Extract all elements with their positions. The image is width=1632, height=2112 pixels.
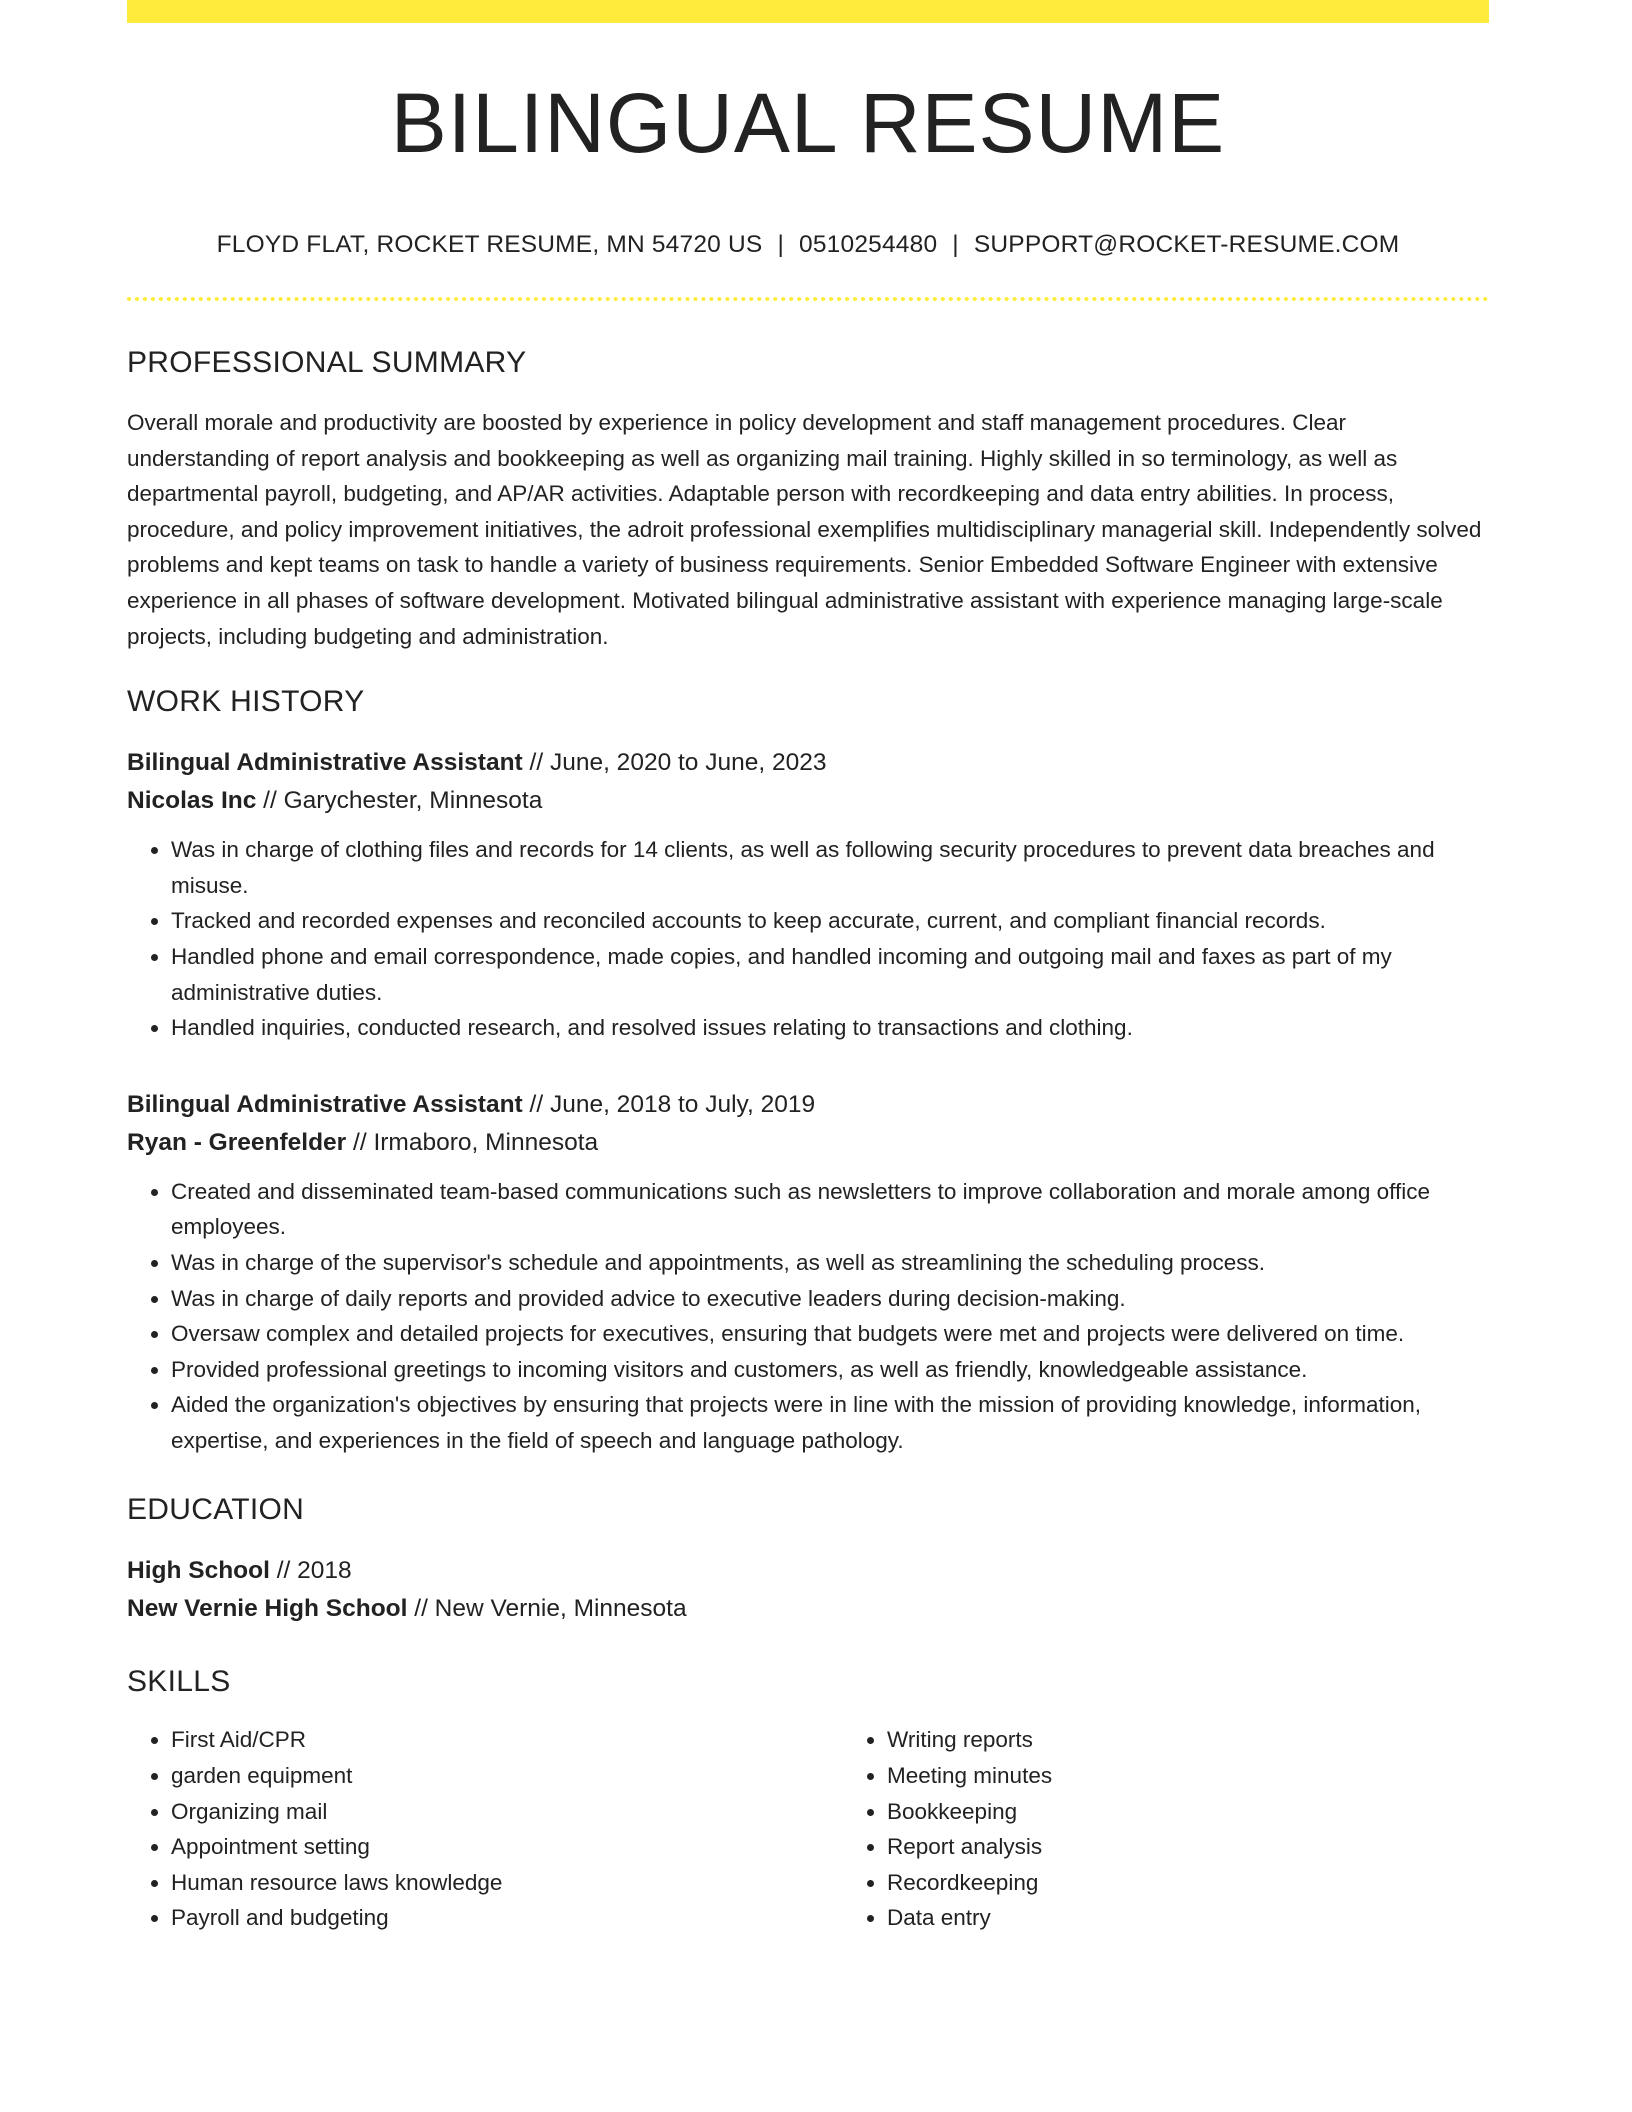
skill-item: • Human resource laws knowledge (171, 1865, 843, 1901)
job-dates: // June, 2020 to June, 2023 (522, 749, 827, 777)
job-company-line (127, 1124, 1489, 1162)
work-history-section (127, 684, 1489, 1458)
dotted-divider (127, 297, 1489, 301)
skill-item: • Recordkeeping (887, 1865, 1559, 1901)
skill-item: • Writing reports (887, 1722, 1559, 1758)
job-bullet: • Was in charge of daily reports and provided advice to executive leaders during decision-making. (171, 1281, 1489, 1317)
job-bullet: • Aided the organization's objectives by ensuring that projects were in line with the mission of providing knowledge, information, expertise, and experiences in the field of speech and language pathology. (171, 1387, 1489, 1458)
job-bullet: • Tracked and recorded expenses and reconciled accounts to keep accurate, current, and compliant financial records. (171, 903, 1489, 939)
skill-item: • Payroll and budgeting (171, 1900, 843, 1936)
summary-text: Overall morale and productivity are boosted by experience in policy development and staff management procedures. Clear understanding of report analysis and bookkeeping as well as organizing mail training. Highly skilled in so terminology, as well as departmental payroll, budgeting, and AP/AR activities. Adaptable person with recordkeeping and data entry abilities. In process, procedure, and policy improvement initiatives, the adroit professional exemplifies multidisciplinary managerial skill. Independently solved problems and kept teams on task to handle a variety of business requirements. Senior Embedded Software Engineer with extensive experience in all phases of software development. Motivated bilingual administrative assistant with experience managing large-scale projects, including budgeting and administration. (127, 410, 1482, 649)
skills-right-list (843, 1722, 1559, 1936)
summary-heading: PROFESSIONAL SUMMARY (127, 346, 527, 379)
job-company: Ryan - Greenfelder (127, 1128, 347, 1156)
contact-address: FLOYD FLAT, ROCKET RESUME, MN 54720 US (216, 231, 763, 258)
education-location: // New Vernie, Minnesota (407, 1595, 687, 1623)
job-bullet: • Was in charge of the supervisor's schedule and appointments, as well as streamlining the scheduling process. (171, 1245, 1489, 1281)
skill-item: • First Aid/CPR (171, 1722, 843, 1758)
education-section (127, 1492, 1489, 1628)
accent-top-bar (127, 0, 1489, 23)
job-dates: // June, 2018 to July, 2019 (522, 1090, 816, 1118)
work-history-heading: WORK HISTORY (127, 685, 365, 719)
resume-title: BILINGUAL RESUME (390, 76, 1226, 170)
education-degree-line (127, 1552, 1489, 1590)
job-title: Bilingual Administrative Assistant (127, 1090, 523, 1118)
skill-item: • Appointment setting (171, 1829, 843, 1865)
skill-item: • Meeting minutes (887, 1758, 1559, 1794)
skills-left-list (127, 1722, 843, 1936)
contact-phone: 0510254480 (799, 231, 938, 258)
skills-section (127, 1664, 1489, 1936)
job-entry (127, 1086, 1489, 1459)
contact-email: SUPPORT@ROCKET-RESUME.COM (973, 231, 1400, 258)
job-company-line (127, 782, 1489, 820)
job-bullet: • Oversaw complex and detailed projects for executives, ensuring that budgets were met and projects were delivered on time. (171, 1316, 1489, 1352)
skills-columns (127, 1722, 1489, 1936)
contact-separator: | (777, 231, 785, 258)
job-location: // Irmaboro, Minnesota (346, 1128, 599, 1156)
summary-section (127, 345, 1489, 654)
skill-item: • Data entry (887, 1900, 1559, 1936)
education-year: // 2018 (269, 1557, 352, 1585)
job-bullet: • Provided professional greetings to incoming visitors and customers, as well as friendly, knowledgeable assistance. (171, 1352, 1489, 1388)
education-school: New Vernie High School (127, 1595, 408, 1623)
job-title: Bilingual Administrative Assistant (127, 749, 523, 777)
contact-line (127, 231, 1489, 259)
skills-heading: SKILLS (127, 1665, 231, 1699)
job-bullet: • Handled inquiries, conducted research, and resolved issues relating to transactions and clothing. (171, 1010, 1489, 1046)
skill-item: • Organizing mail (171, 1794, 843, 1830)
job-title-line (127, 1086, 1489, 1124)
education-school-line (127, 1590, 1489, 1628)
skill-item: • garden equipment (171, 1758, 843, 1794)
job-bullet: • Was in charge of clothing files and records for 14 clients, as well as following security procedures to prevent data breaches and misuse. (171, 832, 1489, 903)
skill-item: • Bookkeeping (887, 1794, 1559, 1830)
contact-separator: | (952, 231, 959, 258)
job-bullet: • Handled phone and email correspondence, made copies, and handled incoming and outgoing mail and faxes as part of my administrative duties. (171, 939, 1489, 1010)
job-company: Nicolas Inc (127, 787, 257, 815)
resume-page (127, 0, 1489, 1936)
job-location: // Garychester, Minnesota (256, 787, 543, 815)
job-bullets (127, 832, 1489, 1046)
job-bullets (127, 1174, 1489, 1459)
education-entry (127, 1552, 1489, 1628)
education-heading: EDUCATION (127, 1493, 305, 1527)
job-entry (127, 744, 1489, 1046)
skill-item: • Report analysis (887, 1829, 1559, 1865)
job-bullet: • Created and disseminated team-based communications such as newsletters to improve collaboration and morale among office employees. (171, 1174, 1489, 1245)
education-degree: High School (127, 1557, 270, 1585)
job-title-line (127, 744, 1489, 782)
